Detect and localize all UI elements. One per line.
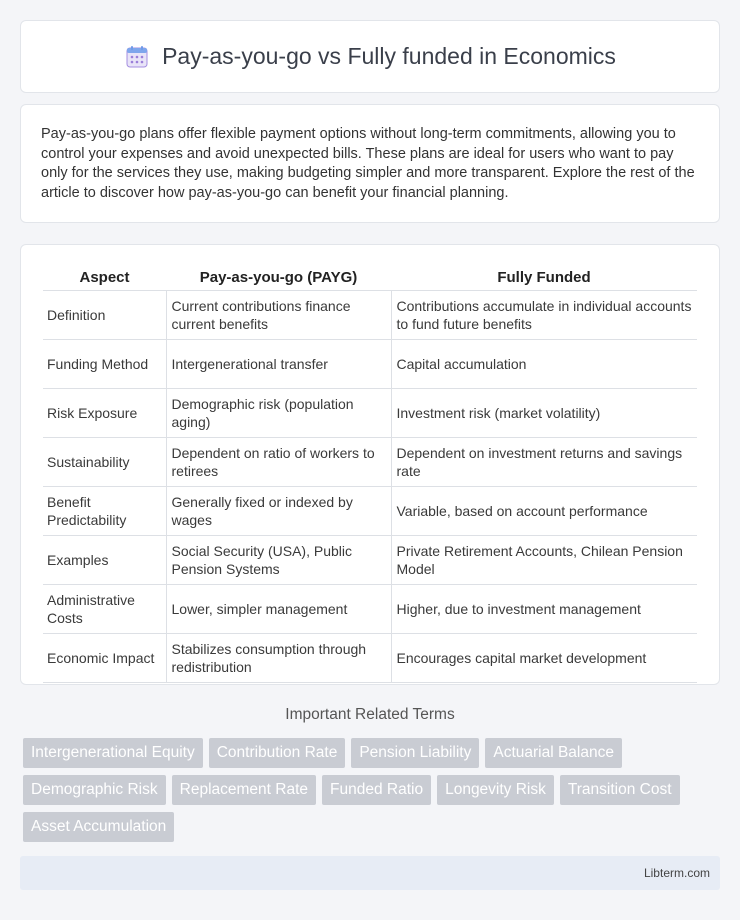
- footer: [20, 856, 720, 890]
- row-fully-funded: Private Retirement Accounts, Chilean Pension Model: [391, 535, 697, 584]
- row-payg: Social Security (USA), Public Pension Systems: [166, 535, 391, 584]
- related-term-tag[interactable]: Asset Accumulation: [23, 812, 174, 842]
- related-term-tag[interactable]: Transition Cost: [560, 775, 680, 805]
- row-payg: Dependent on ratio of workers to retirees: [166, 437, 391, 486]
- related-terms-list: [23, 738, 723, 842]
- row-fully-funded: Contributions accumulate in individual accounts to fund future benefits: [391, 290, 697, 339]
- table-row: [43, 290, 697, 339]
- row-payg: Stabilizes consumption through redistribution: [166, 633, 391, 682]
- row-fully-funded: Encourages capital market development: [391, 633, 697, 682]
- related-term-tag[interactable]: Contribution Rate: [209, 738, 346, 768]
- related-term-tag[interactable]: Intergenerational Equity: [23, 738, 203, 768]
- related-terms-title: Important Related Terms: [285, 706, 455, 723]
- row-fully-funded: Investment risk (market volatility): [391, 388, 697, 437]
- comparison-table: [43, 266, 697, 683]
- table-row: [43, 535, 697, 584]
- table-row: [43, 584, 697, 633]
- table-row: [43, 633, 697, 682]
- row-aspect: Economic Impact: [43, 633, 166, 682]
- row-aspect: Examples: [43, 535, 166, 584]
- comparison-table-card: [20, 244, 720, 685]
- header-payg: Pay-as-you-go (PAYG): [166, 266, 391, 290]
- intro-text: Pay-as-you-go plans offer flexible payment options without long-term commitments, allowing you to control your expenses and avoid unexpected bills. These plans are ideal for users who want to pay only for the services they use, making budgeting simpler and more transparent. Explore the rest of the article to discover how pay-as-you-go can benefit your financial planning.: [41, 126, 695, 201]
- table-row: [43, 388, 697, 437]
- row-fully-funded: Dependent on investment returns and savings rate: [391, 437, 697, 486]
- related-term-tag[interactable]: Replacement Rate: [172, 775, 316, 805]
- row-aspect: Benefit Predictability: [43, 486, 166, 535]
- related-term-tag[interactable]: Demographic Risk: [23, 775, 166, 805]
- row-fully-funded: Higher, due to investment management: [391, 584, 697, 633]
- row-payg: Current contributions finance current benefits: [166, 290, 391, 339]
- row-aspect: Sustainability: [43, 437, 166, 486]
- calendar-icon: [124, 44, 150, 70]
- row-payg: Lower, simpler management: [166, 584, 391, 633]
- related-term-tag[interactable]: Pension Liability: [351, 738, 479, 768]
- row-fully-funded: Variable, based on account performance: [391, 486, 697, 535]
- footer-site-link[interactable]: Libterm.com: [643, 866, 710, 880]
- row-aspect: Funding Method: [43, 339, 166, 388]
- table-row: [43, 486, 697, 535]
- row-payg: Generally fixed or indexed by wages: [166, 486, 391, 535]
- page-title: Pay-as-you-go vs Fully funded in Economics: [162, 43, 616, 69]
- header-aspect: Aspect: [43, 266, 166, 290]
- row-payg: Intergenerational transfer: [166, 339, 391, 388]
- table-header-row: [43, 266, 697, 290]
- row-payg: Demographic risk (population aging): [166, 388, 391, 437]
- related-term-tag[interactable]: Longevity Risk: [437, 775, 554, 805]
- row-aspect: Risk Exposure: [43, 388, 166, 437]
- table-row: [43, 437, 697, 486]
- related-term-tag[interactable]: Actuarial Balance: [485, 738, 622, 768]
- header-fully-funded: Fully Funded: [391, 266, 697, 290]
- row-aspect: Definition: [43, 290, 166, 339]
- row-fully-funded: Capital accumulation: [391, 339, 697, 388]
- row-aspect: Administrative Costs: [43, 584, 166, 633]
- header-card: [20, 20, 720, 93]
- intro-card: [20, 104, 720, 223]
- related-term-tag[interactable]: Funded Ratio: [322, 775, 431, 805]
- table-row: [43, 339, 697, 388]
